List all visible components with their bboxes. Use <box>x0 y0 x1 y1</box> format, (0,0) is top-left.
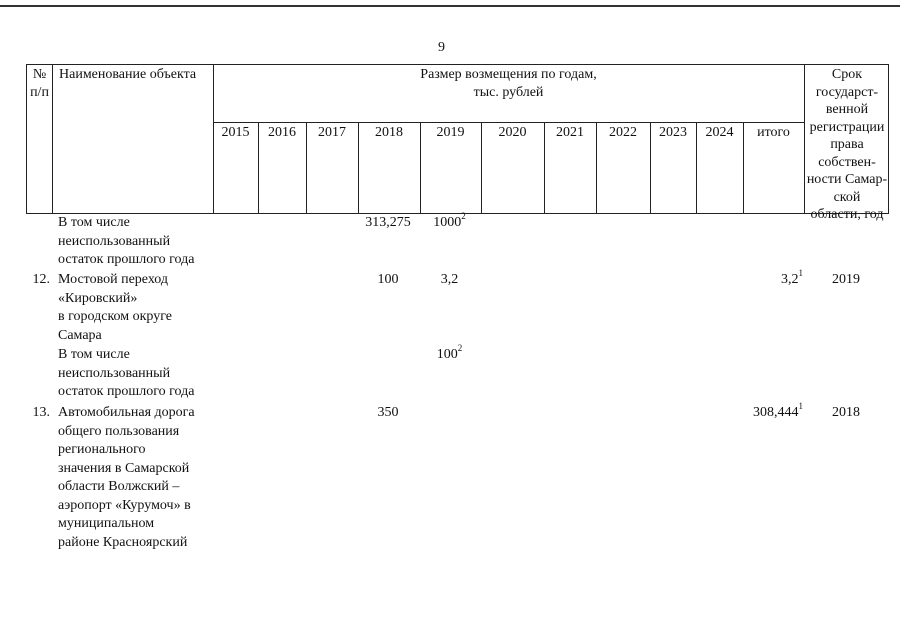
row-name: Автомобильная дорога общего пользования регионального значения в Самарской области Волжский – аэропорт «Курумоч» в муниципальном районе Красноярский <box>58 405 195 550</box>
year-2016: 2016 <box>268 125 296 140</box>
year-2024: 2024 <box>705 125 734 140</box>
value-2019: 3,2 <box>440 272 459 287</box>
value-2019: 1000$^2$ <box>433 211 466 230</box>
row-number: 12. <box>32 272 50 287</box>
col-name-header: Наименование объекта <box>59 67 197 82</box>
value-2018: 100 <box>377 272 399 287</box>
registration-year: 2019 <box>832 272 860 287</box>
page-number: 9 <box>438 40 445 55</box>
value-2018: 350 <box>377 405 399 420</box>
col-no-header: № п/п <box>30 67 49 100</box>
row-number: 13. <box>32 405 50 420</box>
year-2023: 2023 <box>659 125 687 140</box>
registration-year: 2018 <box>832 405 860 420</box>
year-2018: 2018 <box>375 125 403 140</box>
year-2015: 2015 <box>221 125 250 140</box>
value-total: $3,2^1$ <box>781 268 803 287</box>
year-2017: 2017 <box>318 125 346 140</box>
year-2020: 2020 <box>498 125 527 140</box>
row-name: В том числе неиспользованный остаток прошлого года <box>58 215 195 267</box>
col-term-header: Срок государст- венной регистрации права собствен- ности Самар- ской области, год <box>806 67 888 222</box>
value-2018: 313,275 <box>365 215 411 230</box>
col-group-header: Размер возмещения по годам, тыс. рублей <box>420 67 597 100</box>
row-name: В том числе неиспользованный остаток прошлого года <box>58 347 195 399</box>
year-total: итого <box>757 125 790 140</box>
year-2019: 2019 <box>436 125 465 140</box>
top-border-line <box>0 5 900 7</box>
year-2022: 2022 <box>609 125 637 140</box>
value-2019: $100^2$ <box>436 343 463 362</box>
value-total: 308,444$^1$ <box>753 401 803 420</box>
year-2021: 2021 <box>556 125 584 140</box>
row-name: Мостовой переход «Кировский» в городском округе Самара <box>58 272 173 343</box>
